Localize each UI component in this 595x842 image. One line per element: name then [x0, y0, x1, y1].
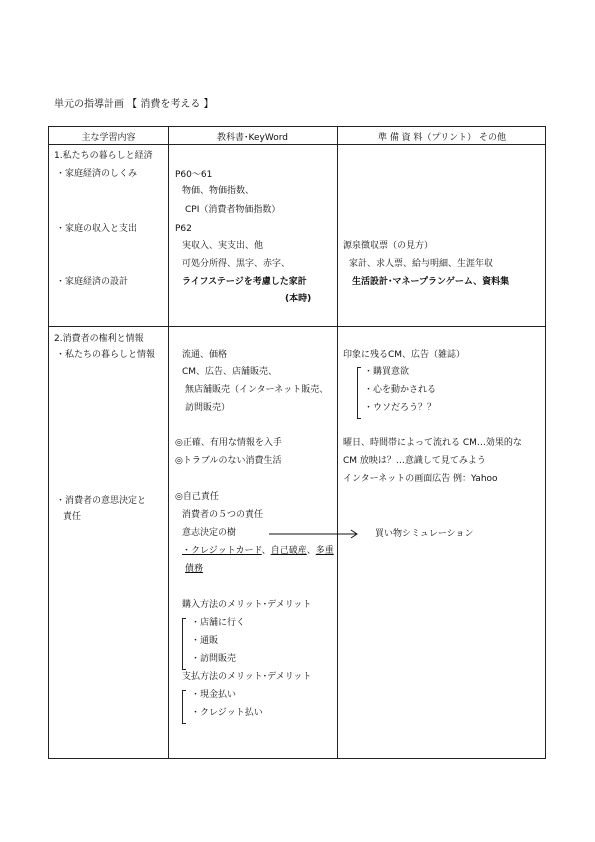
column-divider	[337, 127, 338, 758]
header-textbook-keyword: 教科書･KeyWord	[217, 133, 288, 143]
topic-household-economy: ・家庭経済のしくみ	[56, 169, 138, 179]
column-divider	[168, 127, 169, 758]
page-title: 単元の指導計画 【 消費を考える 】	[54, 99, 214, 110]
separator: 、	[261, 546, 271, 556]
keyword-text: ◎自己責任	[175, 492, 219, 502]
keyword-text: 訪問販売）	[185, 403, 231, 413]
textbook-page-range: P60～61	[175, 170, 213, 180]
keyword-bankruptcy: 自己破産	[270, 546, 307, 556]
keyword-text: ・店舗に行く	[191, 618, 246, 628]
section-1-title: 1.私たちの暮らしと経済	[54, 151, 153, 161]
topic-income-expense: ・家庭の収入と支出	[56, 224, 138, 234]
keyword-text: 消費者の５つの責任	[182, 510, 264, 520]
header-divider	[49, 144, 545, 145]
header-materials: 準 備 資 料（プリント） その他	[377, 133, 507, 143]
keyword-decision-tree: 意志決定の樹	[182, 528, 237, 538]
topic-household-planning: ・家庭経済の設計	[56, 277, 129, 287]
header-learning-content: 主な学習内容	[81, 133, 136, 143]
keyword-text: 実収入、実支出、他	[182, 241, 264, 251]
keyword-text: 物価、物価指数、	[182, 186, 255, 196]
material-text: 家計、求人票、給与明細、生涯年収	[349, 259, 494, 269]
keyword-text: ・現金払い	[191, 690, 237, 700]
keyword-text: 無店舗販売（インターネット販売、	[185, 385, 329, 395]
keyword-text: ・クレジット払い	[191, 708, 263, 718]
topic-consumer-decision: ・消費者の意思決定と	[56, 496, 147, 506]
topic-consumer-decision-cont: 責任	[63, 512, 82, 522]
keyword-credit-line	[182, 545, 334, 557]
keyword-multiple-debt-cont: 債務	[185, 564, 204, 574]
material-text: ・ウソだろう？？	[364, 403, 437, 413]
keyword-text: ◎正確、有用な情報を入手	[175, 438, 282, 448]
keyword-text: CM、広告、店舗販売、	[182, 367, 278, 377]
keyword-text: 可処分所得、黒字、赤字、	[182, 259, 291, 269]
material-text: ・購買意欲	[364, 367, 410, 377]
current-lesson-marker: (本時)	[285, 294, 312, 304]
textbook-page: P62	[175, 224, 192, 234]
topic-life-information: ・私たちの暮らしと情報	[56, 350, 156, 360]
keyword-text: ・通販	[191, 636, 219, 646]
material-shopping-simulation: 買い物シミュレーション	[375, 529, 474, 539]
material-text-bold: 生活設計･マネープランゲーム、資料集	[352, 277, 510, 287]
material-text: インターネットの画面広告 例：Yahoo	[343, 474, 498, 484]
material-text: 印象に残るCM、広告（雑誌）	[343, 350, 466, 360]
keyword-text: ・訪問販売	[191, 654, 237, 664]
keyword-text-bold: ライフステージを考慮した家計	[182, 277, 307, 287]
keyword-multiple-debt: 多重	[315, 546, 334, 556]
section-divider	[49, 326, 545, 327]
arrow-icon	[269, 528, 364, 540]
section-2-title: 2.消費者の権利と情報	[54, 334, 144, 344]
keyword-text: 流通、価格	[182, 350, 228, 360]
keyword-text: CPI（消費者物価指数）	[185, 205, 281, 215]
material-text: CM 放映は？…意識して見てみよう	[343, 456, 486, 466]
material-text: 源泉徴収票（の見方）	[343, 241, 434, 251]
material-text: ・心を動かされる	[364, 385, 437, 395]
keyword-text: 購入方法のメリット･デメリット	[182, 600, 312, 610]
keyword-text: ◎トラブルのない消費生活	[175, 456, 282, 466]
bracket	[182, 618, 186, 670]
keyword-credit-card: ・クレジットカード	[182, 546, 262, 556]
keyword-text: 支払方法のメリット･デメリット	[182, 672, 312, 682]
bracket	[357, 367, 361, 419]
material-text: 曜日、時間帯によって流れる CM…効果的な	[343, 438, 522, 448]
separator: 、	[306, 546, 316, 556]
lesson-plan-table	[48, 126, 546, 759]
bracket	[182, 690, 186, 724]
